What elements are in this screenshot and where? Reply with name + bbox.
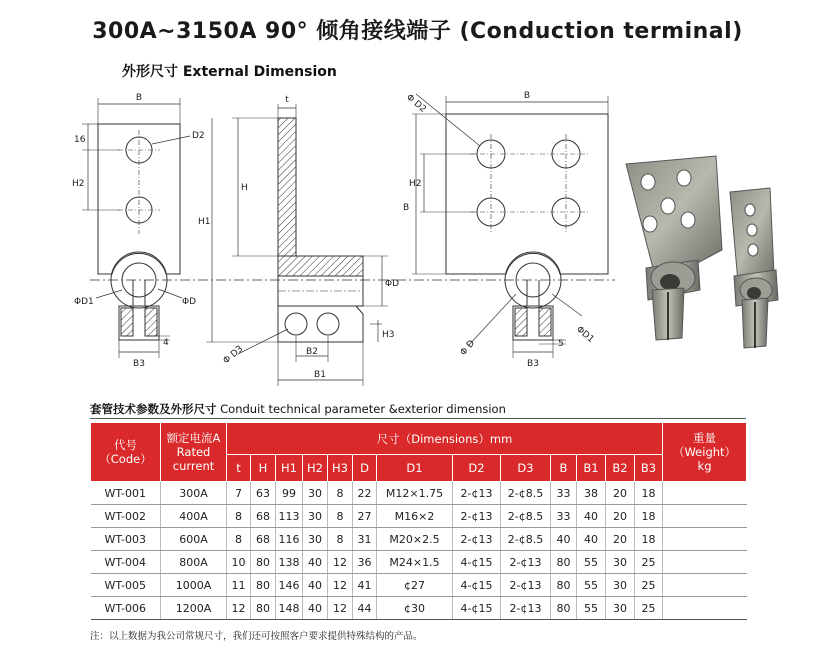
table-cell: 25 bbox=[635, 597, 663, 620]
page-title: 300A~3150A 90° 倾角接线端子 (Conduction terminal) bbox=[92, 19, 743, 44]
table-cell: M16×2 bbox=[377, 505, 453, 528]
table-cell: 25 bbox=[635, 551, 663, 574]
subheader-b1: B1 bbox=[577, 455, 606, 482]
table-cell: 30 bbox=[606, 574, 635, 597]
table-cell: 30 bbox=[303, 528, 328, 551]
table-cell: 80 bbox=[551, 574, 577, 597]
subheader-h3: H3 bbox=[328, 455, 353, 482]
table-cell: 2-¢13 bbox=[453, 482, 501, 505]
table-cell: 25 bbox=[635, 574, 663, 597]
table-cell: 68 bbox=[251, 528, 276, 551]
table-cell: 40 bbox=[551, 528, 577, 551]
dim-label-phiD-mid: ΦD bbox=[385, 279, 400, 289]
table-cell: 2-¢13 bbox=[453, 505, 501, 528]
table-cell bbox=[663, 574, 747, 597]
table-cell: 2-¢13 bbox=[453, 528, 501, 551]
dim-label-16: 16 bbox=[74, 135, 86, 145]
table-row bbox=[91, 505, 747, 528]
dim-label-B-side-right: B bbox=[403, 203, 410, 213]
header-code: 代号 （Code） bbox=[91, 423, 161, 482]
subheader-h2: H2 bbox=[303, 455, 328, 482]
table-cell bbox=[663, 482, 747, 505]
table-cell: WT-006 bbox=[91, 597, 161, 620]
table-cell: 18 bbox=[635, 482, 663, 505]
table-caption bbox=[90, 401, 506, 417]
table-cell: 80 bbox=[551, 597, 577, 620]
table-cell: 12 bbox=[328, 597, 353, 620]
dim-label-B-top-right: B bbox=[523, 91, 531, 101]
table-cell: 2-¢8.5 bbox=[501, 528, 551, 551]
table-cell: 68 bbox=[251, 505, 276, 528]
table-cell: 113 bbox=[276, 505, 303, 528]
table-cell: M12×1.75 bbox=[377, 482, 453, 505]
section-subtitle: 外形尺寸 External Dimension bbox=[122, 64, 337, 80]
table-cell: 33 bbox=[551, 482, 577, 505]
table-row bbox=[91, 551, 747, 574]
dim-label-B3-right: B3 bbox=[527, 359, 539, 369]
dim-label-5: 5 bbox=[558, 339, 564, 349]
subheader-d: D bbox=[353, 455, 377, 482]
table-cell: M20×2.5 bbox=[377, 528, 453, 551]
table-caption-cn: 套管技术参数及外形尺寸 bbox=[90, 402, 217, 416]
table-cell: 138 bbox=[276, 551, 303, 574]
table-cell: 12 bbox=[328, 551, 353, 574]
dim-label-t: t bbox=[285, 95, 289, 105]
table-cell: WT-004 bbox=[91, 551, 161, 574]
table-cell: 80 bbox=[551, 551, 577, 574]
table-cell: 800A bbox=[161, 551, 227, 574]
table-cell: 8 bbox=[328, 505, 353, 528]
table-cell: 80 bbox=[251, 551, 276, 574]
subheader-t: t bbox=[227, 455, 251, 482]
table-cell: 7 bbox=[227, 482, 251, 505]
table-cell: 27 bbox=[353, 505, 377, 528]
dim-label-phiD-left: ΦD bbox=[182, 297, 197, 307]
table-cell: 80 bbox=[251, 574, 276, 597]
dim-label-phiD3: Φ D3 bbox=[221, 344, 246, 367]
table-row bbox=[91, 482, 747, 505]
table-cell: 2-¢8.5 bbox=[501, 482, 551, 505]
table-cell: ¢27 bbox=[377, 574, 453, 597]
table-cell: 41 bbox=[353, 574, 377, 597]
table-caption-en: Conduit technical parameter &exterior dimension bbox=[220, 402, 506, 416]
table-cell: 20 bbox=[606, 505, 635, 528]
header-current: 额定电流A Rated current bbox=[161, 423, 227, 482]
table-cell: 40 bbox=[303, 574, 328, 597]
table-cell: 1200A bbox=[161, 597, 227, 620]
subheader-d1: D1 bbox=[377, 455, 453, 482]
table-cell: 30 bbox=[303, 482, 328, 505]
subheader-b3: B3 bbox=[635, 455, 663, 482]
table-cell: 40 bbox=[577, 528, 606, 551]
caption-divider bbox=[90, 418, 746, 419]
table-cell: WT-001 bbox=[91, 482, 161, 505]
subheader-d2: D2 bbox=[453, 455, 501, 482]
table-cell: 40 bbox=[303, 551, 328, 574]
product-photo bbox=[618, 150, 793, 355]
table-cell: 8 bbox=[328, 528, 353, 551]
table-cell: 55 bbox=[577, 597, 606, 620]
table-cell: WT-003 bbox=[91, 528, 161, 551]
table-cell bbox=[663, 505, 747, 528]
table-cell: 10 bbox=[227, 551, 251, 574]
dim-label-B1: B1 bbox=[314, 370, 326, 380]
table-cell: 63 bbox=[251, 482, 276, 505]
subheader-h: H bbox=[251, 455, 276, 482]
table-cell: 12 bbox=[328, 574, 353, 597]
table-cell: 4-¢15 bbox=[453, 574, 501, 597]
spec-table bbox=[90, 422, 747, 620]
table-cell: 300A bbox=[161, 482, 227, 505]
table-cell: 18 bbox=[635, 505, 663, 528]
table-cell: 2-¢13 bbox=[501, 574, 551, 597]
table-cell: 99 bbox=[276, 482, 303, 505]
dim-label-4: 4 bbox=[163, 338, 169, 348]
table-cell: 146 bbox=[276, 574, 303, 597]
table-cell: 8 bbox=[227, 528, 251, 551]
table-cell: 20 bbox=[606, 528, 635, 551]
dim-label-phiD-right: Φ D bbox=[458, 338, 478, 358]
table-cell: 36 bbox=[353, 551, 377, 574]
dim-label-phiD1-left: ΦD1 bbox=[74, 297, 94, 307]
table-cell: 600A bbox=[161, 528, 227, 551]
table-row bbox=[91, 597, 747, 620]
table-cell: 8 bbox=[328, 482, 353, 505]
table-cell: 20 bbox=[606, 482, 635, 505]
table-cell: 2-¢13 bbox=[501, 597, 551, 620]
technical-drawing bbox=[60, 84, 620, 394]
table-cell: 4-¢15 bbox=[453, 551, 501, 574]
table-cell: 55 bbox=[577, 574, 606, 597]
table-cell: WT-005 bbox=[91, 574, 161, 597]
dim-label-phiD2: Φ D2 bbox=[404, 92, 428, 115]
subheader-b: B bbox=[551, 455, 577, 482]
table-cell: 12 bbox=[227, 597, 251, 620]
footnote: 注：以上数据为我公司常规尺寸，我们还可按照客户要求提供特殊结构的产品。 bbox=[90, 631, 423, 642]
table-cell: 55 bbox=[577, 551, 606, 574]
table-row bbox=[91, 528, 747, 551]
table-cell bbox=[663, 597, 747, 620]
table-cell: 30 bbox=[606, 551, 635, 574]
table-cell: 80 bbox=[251, 597, 276, 620]
table-cell: 400A bbox=[161, 505, 227, 528]
subheader-b2: B2 bbox=[606, 455, 635, 482]
table-cell: 33 bbox=[551, 505, 577, 528]
table-cell: 22 bbox=[353, 482, 377, 505]
dim-label-H3: H3 bbox=[382, 330, 395, 340]
table-cell: 30 bbox=[606, 597, 635, 620]
table-cell: 31 bbox=[353, 528, 377, 551]
dim-label-phiD1-right: ΦD1 bbox=[574, 324, 596, 345]
table-cell: 44 bbox=[353, 597, 377, 620]
header-dimensions: 尺寸（Dimensions）mm bbox=[227, 423, 663, 455]
dim-label-H2-right: H2 bbox=[409, 179, 422, 189]
dim-label-B3-left: B3 bbox=[133, 359, 145, 369]
table-cell: 38 bbox=[577, 482, 606, 505]
table-cell bbox=[663, 551, 747, 574]
table-cell: 40 bbox=[577, 505, 606, 528]
table-cell: 148 bbox=[276, 597, 303, 620]
table-row bbox=[91, 574, 747, 597]
dim-label-H: H bbox=[241, 183, 248, 193]
dim-label-D2: D2 bbox=[192, 131, 205, 141]
dim-label-B2: B2 bbox=[306, 347, 318, 357]
table-cell: ¢30 bbox=[377, 597, 453, 620]
dim-label-H1: H1 bbox=[198, 217, 211, 227]
table-cell: 11 bbox=[227, 574, 251, 597]
dim-label-B-left: B bbox=[135, 93, 143, 103]
subheader-h1: H1 bbox=[276, 455, 303, 482]
table-cell: 116 bbox=[276, 528, 303, 551]
subheader-d3: D3 bbox=[501, 455, 551, 482]
table-cell: 4-¢15 bbox=[453, 597, 501, 620]
dim-label-H2-left: H2 bbox=[72, 179, 85, 189]
table-cell: 1000A bbox=[161, 574, 227, 597]
table-cell: 30 bbox=[303, 505, 328, 528]
table-cell bbox=[663, 528, 747, 551]
table-cell: 8 bbox=[227, 505, 251, 528]
table-cell: 2-¢8.5 bbox=[501, 505, 551, 528]
table-cell: 2-¢13 bbox=[501, 551, 551, 574]
header-weight: 重量 （Weight） kg bbox=[663, 423, 747, 482]
table-cell: WT-002 bbox=[91, 505, 161, 528]
table-cell: M24×1.5 bbox=[377, 551, 453, 574]
table-cell: 18 bbox=[635, 528, 663, 551]
table-cell: 40 bbox=[303, 597, 328, 620]
